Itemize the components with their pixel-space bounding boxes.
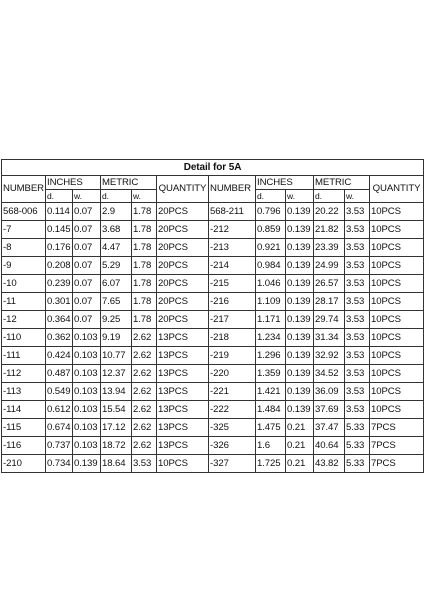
part-number-cell: -115 [2,419,46,437]
inch-width-cell: 0.07 [73,257,101,275]
metric-width-cell: 2.62 [132,383,157,401]
inch-diameter-cell: 0.734 [46,455,73,473]
metric-diameter-cell: 18.72 [101,437,132,455]
inch-width-cell: 0.139 [73,455,101,473]
inch-width-cell: 0.139 [286,257,314,275]
table-row [2,239,424,257]
metric-w-header: w. [132,190,157,203]
inch-diameter-cell: 1.359 [256,365,286,383]
inches-header: INCHES [46,176,101,190]
quantity-cell: 10PCS [370,293,424,311]
inch-width-cell: 0.103 [73,347,101,365]
inch-diameter-cell: 1.046 [256,275,286,293]
metric-diameter-cell: 5.29 [101,257,132,275]
table-body [2,160,424,473]
inch-diameter-cell: 0.984 [256,257,286,275]
quantity-cell: 20PCS [157,221,209,239]
part-number-cell: -110 [2,329,46,347]
metric-diameter-cell: 24.99 [314,257,345,275]
quantity-cell: 20PCS [157,203,209,221]
metric-diameter-cell: 13.94 [101,383,132,401]
metric-diameter-cell: 28.17 [314,293,345,311]
metric-width-cell: 2.62 [132,329,157,347]
quantity-cell: 10PCS [370,365,424,383]
metric-diameter-cell: 17.12 [101,419,132,437]
metric-diameter-cell: 4.47 [101,239,132,257]
metric-width-cell: 1.78 [132,293,157,311]
inch-width-cell: 0.139 [286,203,314,221]
metric-width-cell: 2.62 [132,401,157,419]
inch-width-cell: 0.103 [73,437,101,455]
inch-width-cell: 0.07 [73,293,101,311]
inches-w-header: w. [286,190,314,203]
metric-diameter-cell: 9.19 [101,329,132,347]
quantity-cell: 10PCS [370,401,424,419]
metric-diameter-cell: 32.92 [314,347,345,365]
inch-width-cell: 0.139 [286,311,314,329]
inch-diameter-cell: 0.362 [46,329,73,347]
inch-diameter-cell: 0.301 [46,293,73,311]
inch-width-cell: 0.103 [73,365,101,383]
inch-diameter-cell: 1.6 [256,437,286,455]
metric-width-cell: 2.62 [132,437,157,455]
inch-diameter-cell: 1.725 [256,455,286,473]
part-number-cell: -222 [209,401,256,419]
quantity-cell: 10PCS [370,221,424,239]
metric-width-cell: 3.53 [345,311,370,329]
metric-width-cell: 2.62 [132,347,157,365]
inch-width-cell: 0.139 [286,239,314,257]
part-number-cell: -114 [2,401,46,419]
metric-diameter-cell: 2.9 [101,203,132,221]
metric-width-cell: 3.53 [345,383,370,401]
inch-diameter-cell: 0.424 [46,347,73,365]
quantity-header: QUANTITY [370,176,424,203]
metric-diameter-cell: 31.34 [314,329,345,347]
inch-width-cell: 0.21 [286,419,314,437]
metric-width-cell: 3.53 [345,275,370,293]
inch-width-cell: 0.103 [73,401,101,419]
metric-width-cell: 5.33 [345,455,370,473]
number-header: NUMBER [209,176,256,203]
metric-diameter-cell: 15.54 [101,401,132,419]
inch-width-cell: 0.07 [73,275,101,293]
inches-d-header: d. [46,190,73,203]
metric-width-cell: 3.53 [345,293,370,311]
metric-width-cell: 1.78 [132,239,157,257]
table-row [2,203,424,221]
inch-diameter-cell: 0.145 [46,221,73,239]
table-row [2,293,424,311]
metric-width-cell: 3.53 [345,329,370,347]
inch-width-cell: 0.139 [286,365,314,383]
metric-width-cell: 3.53 [345,203,370,221]
inch-width-cell: 0.07 [73,203,101,221]
part-number-cell: -113 [2,383,46,401]
part-number-cell: -218 [209,329,256,347]
inch-diameter-cell: 0.487 [46,365,73,383]
inch-width-cell: 0.139 [286,401,314,419]
quantity-cell: 20PCS [157,311,209,329]
table-row [2,437,424,455]
inch-diameter-cell: 0.549 [46,383,73,401]
metric-width-cell: 1.78 [132,221,157,239]
quantity-cell: 13PCS [157,383,209,401]
table-row [2,401,424,419]
inch-diameter-cell: 0.737 [46,437,73,455]
inch-diameter-cell: 1.421 [256,383,286,401]
metric-diameter-cell: 40.64 [314,437,345,455]
metric-width-cell: 3.53 [345,257,370,275]
part-number-cell: -9 [2,257,46,275]
table-row [2,221,424,239]
inch-width-cell: 0.07 [73,221,101,239]
metric-width-cell: 3.53 [345,347,370,365]
inch-diameter-cell: 1.296 [256,347,286,365]
metric-width-cell: 3.53 [345,221,370,239]
metric-diameter-cell: 18.64 [101,455,132,473]
metric-width-cell: 3.53 [345,401,370,419]
quantity-cell: 7PCS [370,437,424,455]
part-number-cell: -111 [2,347,46,365]
part-number-cell: -326 [209,437,256,455]
quantity-cell: 20PCS [157,275,209,293]
part-number-cell: -212 [209,221,256,239]
quantity-cell: 10PCS [157,455,209,473]
part-number-cell: -11 [2,293,46,311]
quantity-cell: 13PCS [157,347,209,365]
part-number-cell: -112 [2,365,46,383]
inch-diameter-cell: 1.171 [256,311,286,329]
quantity-cell: 10PCS [370,203,424,221]
table-row [2,419,424,437]
inches-w-header: w. [73,190,101,203]
part-number-cell: -216 [209,293,256,311]
metric-width-cell: 2.62 [132,419,157,437]
metric-diameter-cell: 10.77 [101,347,132,365]
metric-d-header: d. [101,190,132,203]
metric-header: METRIC [101,176,157,190]
part-number-cell: 568-006 [2,203,46,221]
quantity-cell: 10PCS [370,329,424,347]
inches-d-header: d. [256,190,286,203]
inch-width-cell: 0.103 [73,329,101,347]
metric-width-cell: 5.33 [345,419,370,437]
metric-width-cell: 1.78 [132,257,157,275]
inch-width-cell: 0.21 [286,437,314,455]
inch-diameter-cell: 0.114 [46,203,73,221]
part-number-cell: -8 [2,239,46,257]
inch-width-cell: 0.07 [73,239,101,257]
table-row [2,347,424,365]
table-row [2,311,424,329]
metric-width-cell: 5.33 [345,437,370,455]
quantity-cell: 10PCS [370,239,424,257]
inch-width-cell: 0.103 [73,419,101,437]
quantity-cell: 13PCS [157,329,209,347]
part-number-cell: 568-211 [209,203,256,221]
metric-diameter-cell: 9.25 [101,311,132,329]
inch-width-cell: 0.139 [286,293,314,311]
quantity-cell: 7PCS [370,419,424,437]
quantity-cell: 10PCS [370,383,424,401]
quantity-cell: 10PCS [370,275,424,293]
part-number-cell: -220 [209,365,256,383]
quantity-cell: 10PCS [370,257,424,275]
number-header: NUMBER [2,176,46,203]
part-number-cell: -325 [209,419,256,437]
metric-diameter-cell: 34.52 [314,365,345,383]
metric-diameter-cell: 21.82 [314,221,345,239]
inch-diameter-cell: 0.612 [46,401,73,419]
metric-diameter-cell: 37.47 [314,419,345,437]
table-row [2,257,424,275]
metric-width-cell: 1.78 [132,311,157,329]
inch-width-cell: 0.139 [286,329,314,347]
metric-diameter-cell: 37.69 [314,401,345,419]
quantity-cell: 20PCS [157,239,209,257]
quantity-cell: 20PCS [157,257,209,275]
inch-diameter-cell: 0.364 [46,311,73,329]
inch-diameter-cell: 1.109 [256,293,286,311]
quantity-cell: 10PCS [370,311,424,329]
metric-header: METRIC [314,176,370,190]
quantity-cell: 13PCS [157,401,209,419]
table-title-row [2,160,424,176]
inch-diameter-cell: 1.234 [256,329,286,347]
quantity-cell: 13PCS [157,437,209,455]
metric-diameter-cell: 23.39 [314,239,345,257]
table-row [2,383,424,401]
metric-d-header: d. [314,190,345,203]
inch-width-cell: 0.139 [286,275,314,293]
metric-diameter-cell: 43.82 [314,455,345,473]
inch-width-cell: 0.21 [286,455,314,473]
quantity-cell: 13PCS [157,419,209,437]
inch-diameter-cell: 0.796 [256,203,286,221]
quantity-cell: 20PCS [157,293,209,311]
inch-diameter-cell: 0.859 [256,221,286,239]
inches-header: INCHES [256,176,314,190]
metric-width-cell: 3.53 [345,365,370,383]
part-number-cell: -7 [2,221,46,239]
inch-diameter-cell: 1.475 [256,419,286,437]
inch-width-cell: 0.139 [286,347,314,365]
table-row [2,329,424,347]
metric-diameter-cell: 12.37 [101,365,132,383]
oring-size-table [1,159,424,473]
metric-width-cell: 1.78 [132,203,157,221]
inch-diameter-cell: 0.208 [46,257,73,275]
inch-width-cell: 0.07 [73,311,101,329]
metric-width-cell: 1.78 [132,275,157,293]
metric-diameter-cell: 7.65 [101,293,132,311]
part-number-cell: -12 [2,311,46,329]
inch-diameter-cell: 0.239 [46,275,73,293]
metric-diameter-cell: 26.57 [314,275,345,293]
inch-diameter-cell: 0.176 [46,239,73,257]
part-number-cell: -215 [209,275,256,293]
metric-diameter-cell: 36.09 [314,383,345,401]
table-title: Detail for 5A [2,160,424,176]
metric-width-cell: 3.53 [345,239,370,257]
metric-width-cell: 2.62 [132,365,157,383]
metric-diameter-cell: 20.22 [314,203,345,221]
quantity-cell: 10PCS [370,347,424,365]
part-number-cell: -217 [209,311,256,329]
header-row [2,176,424,190]
inch-diameter-cell: 0.921 [256,239,286,257]
part-number-cell: -214 [209,257,256,275]
part-number-cell: -327 [209,455,256,473]
part-number-cell: -213 [209,239,256,257]
quantity-cell: 13PCS [157,365,209,383]
metric-width-cell: 3.53 [132,455,157,473]
table-row [2,455,424,473]
metric-diameter-cell: 29.74 [314,311,345,329]
metric-diameter-cell: 3.68 [101,221,132,239]
inch-diameter-cell: 1.484 [256,401,286,419]
table-row [2,275,424,293]
inch-width-cell: 0.103 [73,383,101,401]
metric-diameter-cell: 6.07 [101,275,132,293]
part-number-cell: -10 [2,275,46,293]
quantity-header: QUANTITY [157,176,209,203]
part-number-cell: -221 [209,383,256,401]
part-number-cell: -210 [2,455,46,473]
part-number-cell: -116 [2,437,46,455]
part-number-cell: -219 [209,347,256,365]
quantity-cell: 7PCS [370,455,424,473]
metric-w-header: w. [345,190,370,203]
table-row [2,365,424,383]
inch-diameter-cell: 0.674 [46,419,73,437]
inch-width-cell: 0.139 [286,221,314,239]
inch-width-cell: 0.139 [286,383,314,401]
